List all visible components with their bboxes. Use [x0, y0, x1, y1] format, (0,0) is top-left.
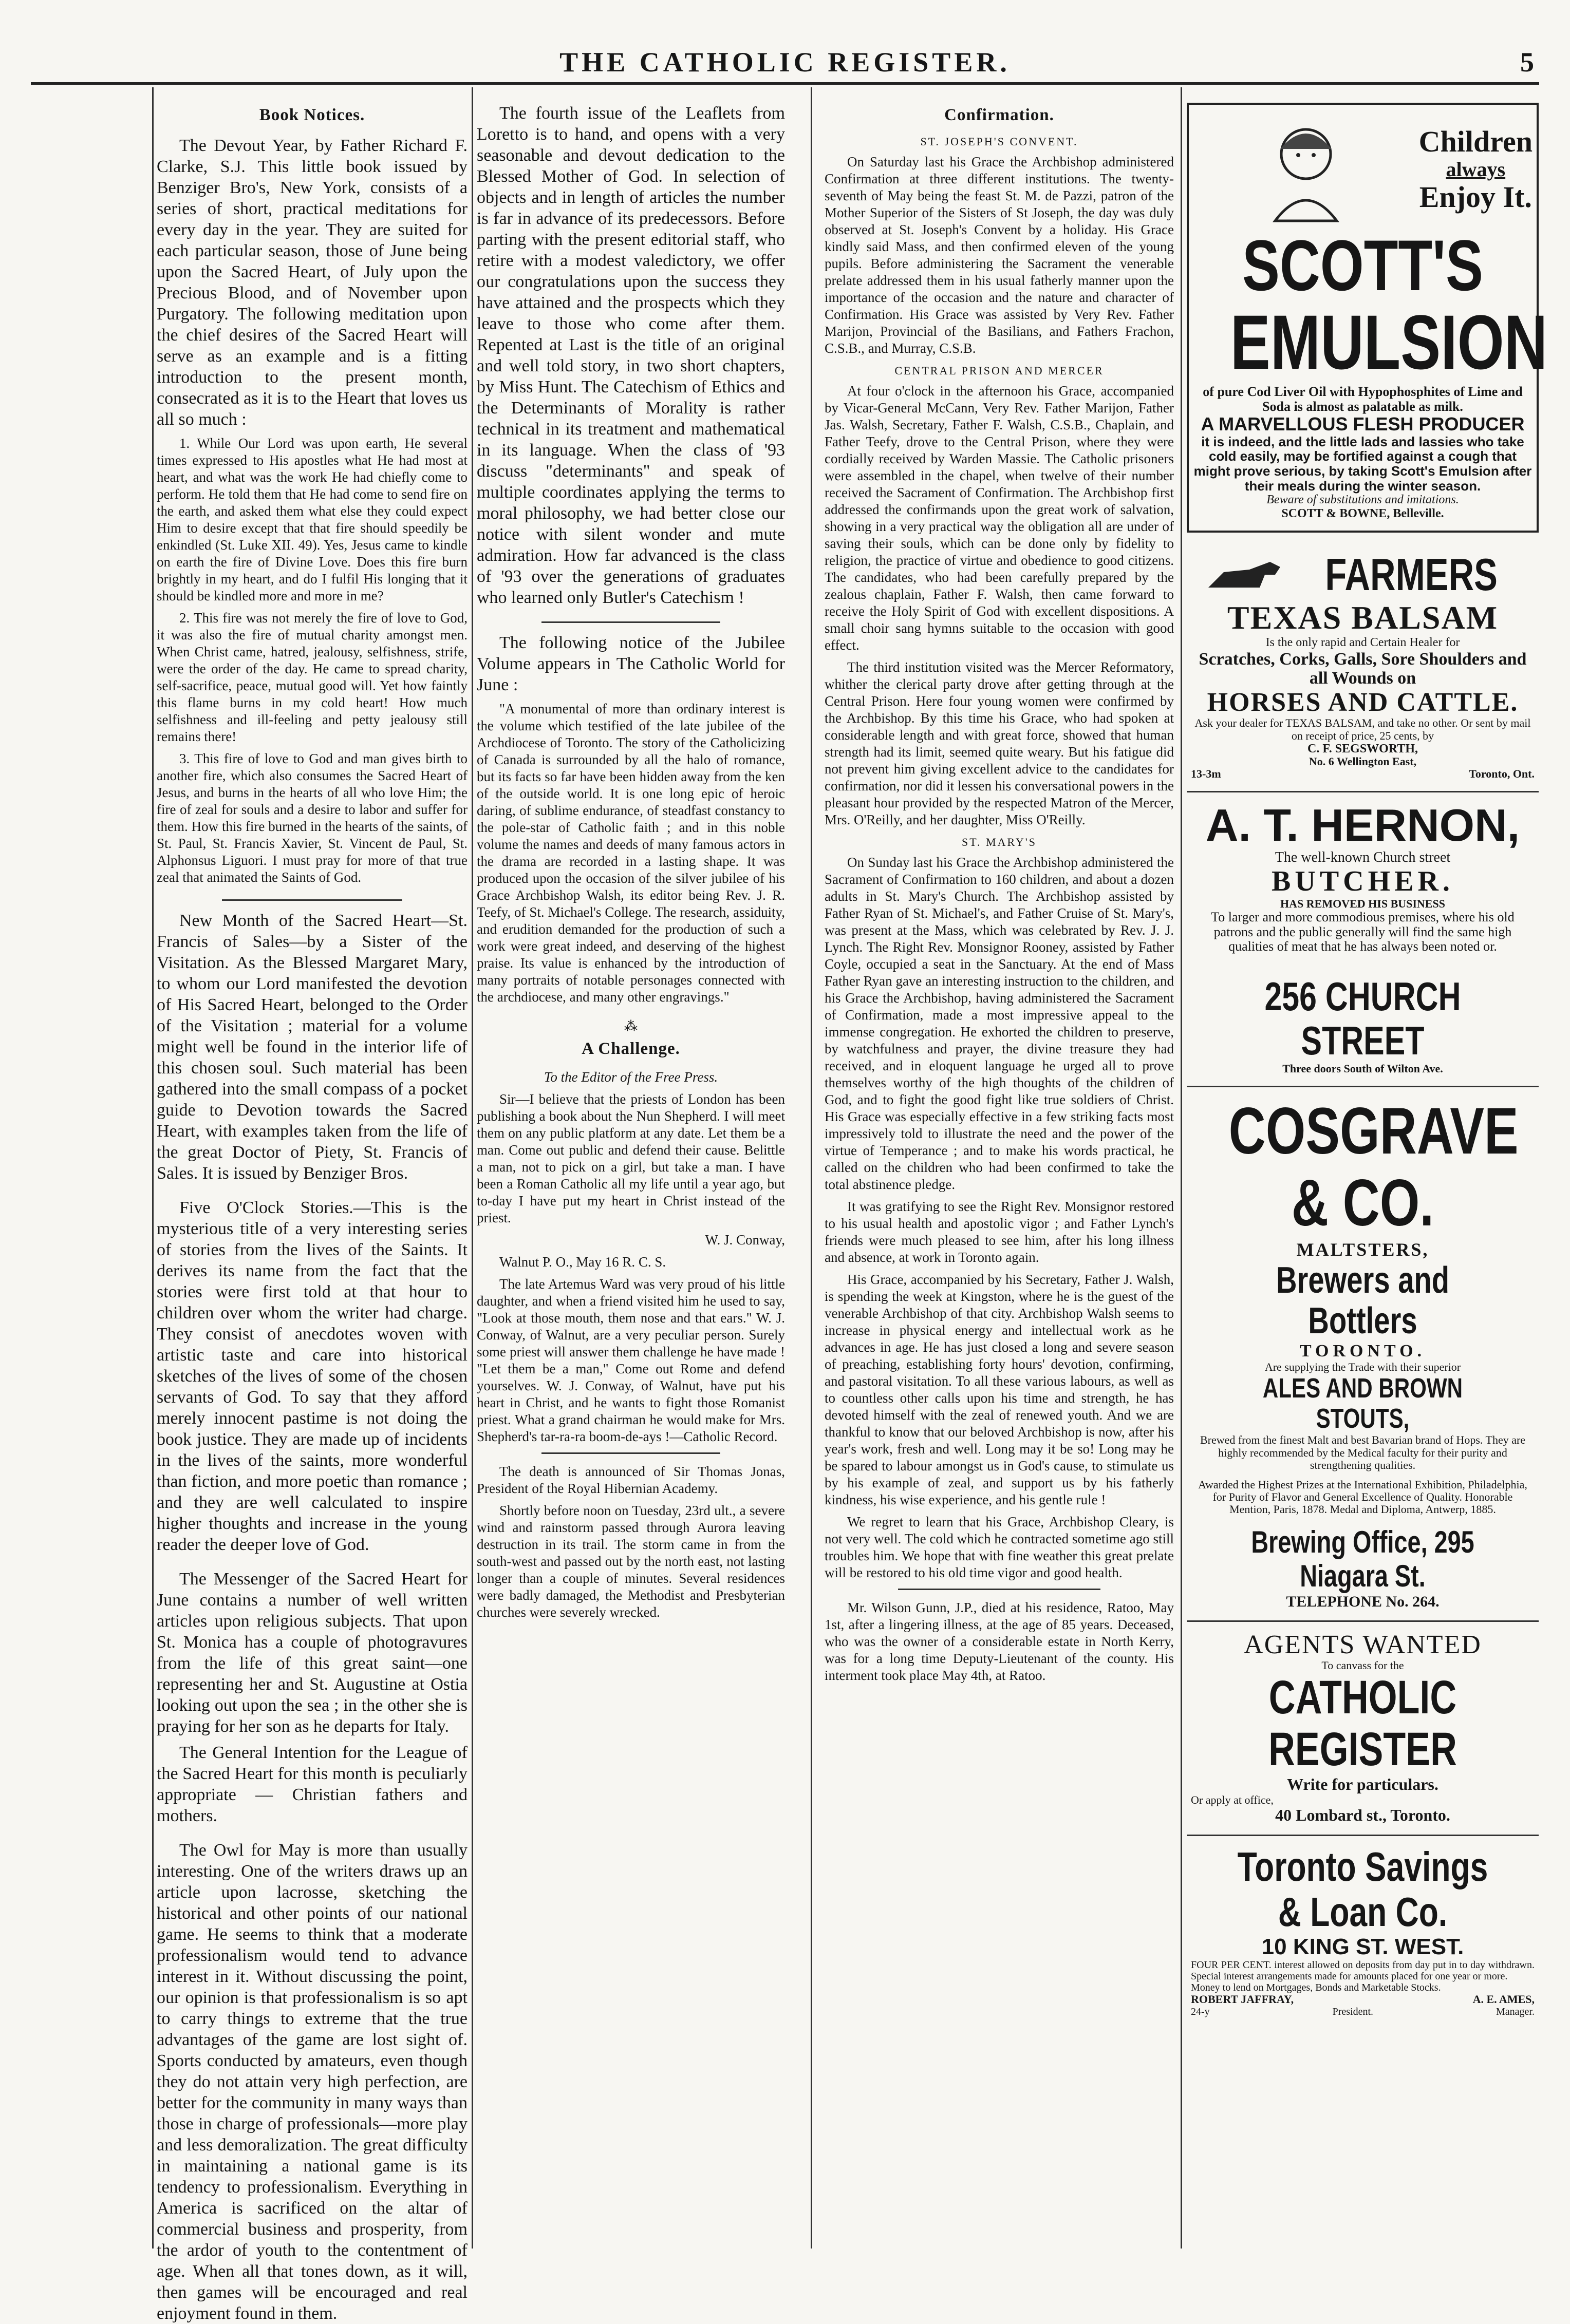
paragraph: His Grace, accompanied by his Secretary, Father J. Walsh, is spending the week at Kingston, where he is the guest of the venerable Archbishop of that city. Archbishop Walsh seems to increase in physical energy and intellectual work as he advances in age. He has just closed a long and severe season of preaching, establishing forty hours' devotion, confirming, and pastoral visitation. To all these various labours, as well as to countless other calls upon his time and strength, he has devoted himself with the zeal of renewed youth. And we are thankful to know that our beloved Archbishop is now, after his year's work, fresh and well. Long may it be so! Long may he be spared to labour amongst us in God's cause, to stimulate us by his example of zeal, and support us by his fatherly kindness, his wise experience, and his gentle rule ! [825, 1272, 1174, 1507]
ad-notice: HAS REMOVED HIS BUSINESS [1280, 897, 1445, 910]
ad-slogan: A MARVELLOUS FLESH PRODUCER [1201, 413, 1525, 435]
ad-body: Money to lend on Mortgages, Bonds and Marketable Stocks. [1191, 1982, 1441, 1994]
ad-tagline: Children [1418, 125, 1532, 159]
meditation-point: 2. This fire was not merely the fire of love to God, it was also the fire of mutual charity amongst men. When Christ came, hatred, jealousy, selfishness, strife, were the order of the day. He came to spread charity, self-sacrifice, peace, mutual good will. Yet how faintly this flame burns in my cold heart! How much selfishness and ill-feeling and petty jealousy still remains there! [157, 610, 468, 744]
column-rule [1181, 87, 1182, 2249]
divider [541, 621, 720, 623]
column-2 [477, 103, 785, 2243]
ad-city: Toronto, Ont. [1469, 767, 1535, 781]
challenge-heading: A Challenge. [582, 1040, 680, 1058]
signature-place: Walnut P. O., May 16 R. C. S. [499, 1254, 666, 1270]
product-name: ALES AND BROWN STOUTS, [1262, 1372, 1463, 1434]
newspaper-title: THE CATHOLIC REGISTER. [559, 47, 1011, 78]
ad-tagline: always [1446, 158, 1506, 181]
page-number: 5 [1520, 47, 1534, 78]
ad-text: Write for particulars. [1287, 1775, 1438, 1794]
column-3 [825, 103, 1174, 2243]
book-notices-heading: Book Notices. [259, 106, 365, 124]
short-notices [477, 1463, 785, 1621]
death-notice: The death is announced of Sir Thomas Jonas, President of the Royal Hibernian Academy. [477, 1464, 785, 1496]
divider [541, 1452, 720, 1454]
ad-role: Brewers and Bottlers [1276, 1259, 1450, 1342]
paper-name: CATHOLIC REGISTER [1268, 1671, 1457, 1776]
ad-text: Are supplying the Trade with their superior [1264, 1360, 1461, 1373]
office-address: Brewing Office, 295 Niagara St. [1251, 1524, 1474, 1593]
ad-agent: C. F. SEGSWORTH, [1307, 742, 1418, 755]
horse-icon [1203, 557, 1296, 593]
texas-balsam-ad [1187, 542, 1539, 792]
ad-description: Scratches, Corks, Galls, Sore Shoulders and all Wounds on [1199, 649, 1527, 688]
paragraph: At four o'clock in the afternoon his Grace, accompanied by Vicar-General McCann, Very Rev. Father Marijon, Father Jas. Walsh, Secretary, Father F. Walsh, C.S.B., Chaplain, and Father Teefy, drove to the Central Prison, where they were cordially received by Warden Massie. The Catholic prisoners were assembled in the chapel, when twelve of their number received the Sacrament of Confirmation. The Archbishop first addressed the confirmands upon the great work of salvation, showing in a very practical way the obligation all are under of saving their souls, which can be done only by fidelity to religion, the practice of virtue and obedience to good citizens. The candidates, who had been carefully prepared by the zealous chaplain, Father F. Walsh, then came forward to receive the Holy Spirit of God with excellent dispositions. A small choir sang hymns suitable to the occasion with good effect. [825, 383, 1174, 653]
ad-body: Ask your dealer for TEXAS BALSAM, and take no other. Or sent by mail on receipt of price, 25 cents, by [1194, 716, 1531, 742]
meditation-point: 1. While Our Lord was upon earth, He several times expressed to His apostles what He had most at heart, and what was the work He had chiefly come to perform. He told them that He had come to send fire on the earth, and asked them what else they could expect Him to desire except that that fire should speedily be enkindled (St. Luke XII. 49). Yes, Jesus came to kindle on earth the fire of Divine Love. Does this fire burn brightly in my heart, and do I fulfil His longing that it should be kindled more and more in me? [157, 436, 468, 603]
scotts-brand: SCOTT'S [1242, 225, 1483, 306]
business-name: A. T. HERNON, [1205, 799, 1520, 851]
meditation-points [157, 435, 468, 886]
paragraph: Sir—I believe that the priests of London has been publishing a book about the Nun Shepherd. I will meet them on any public platform at any date. Let them be a man. Come out public and defend their cause. Belittle a man, not to pick on a girl, but take a man. I have been a Roman Catholic all my life until a year ago, but to-day I have put my heart in Christ instead of the priest. [477, 1091, 785, 1225]
ad-role: MALTSTERS, [1296, 1239, 1429, 1260]
column-rule [811, 87, 812, 2249]
paragraph: The fourth issue of the Leaflets from Loretto is to hand, and opens with a very seasonable and devout dedication to the Blessed Mother of God. In selection of objects and in length of articles the number is far in advance of its predecessors. Before parting with the present editorial staff, who retire with a modest valedictory, we offer our congratulations upon the success they have attained and the prospects which they leave to those who come after them. Repented at Last is the title of an original and well told story, in two short chapters, by Miss Hunt. The Catechism of Ethics and the Determinants of Morality is rather technical in its treatment and mathematical in its language. When the class of '93 discuss "determinants" and speak of multiple coordinates applying the terms to moral philosophy, we had better close our notice with silent wonder and mute admiration. How far advanced is the class of '93 over the generations of graduates who learned only Butler's Catechism ! [477, 104, 785, 607]
ad-address: No. 6 Wellington East, [1309, 755, 1417, 768]
ad-code: 24-y [1191, 2006, 1210, 2017]
president-name: ROBERT JAFFRAY, [1191, 1993, 1294, 2006]
paragraph: The third institution visited was the Mercer Reformatory, whither the clerical party drove after getting through at the Central Prison. Here four young women were confirmed by the Archbishop. By this time his Grace, who had spoken at considerable length and with great force, showed that human strength had its limit, seemed quite weary. But his fatigue did not prevent him giving excellent advice to the candidates for confirmation, nor did it lessen his conversational powers in the pleasant hour provided by the respected Matron of the Mercer, Mrs. O'Reilly, and her daughter, Miss O'Reilly. [825, 659, 1174, 827]
toronto-savings-ad [1187, 1836, 1539, 2028]
ad-title: AGENTS WANTED [1244, 1630, 1482, 1659]
column-1 [157, 103, 468, 2323]
divider [222, 899, 402, 901]
paragraph: On Sunday last his Grace the Archbishop administered the Sacrament of Confirmation to 160 children, and about a dozen adults in St. Mary's Church. The Archbishop assisted by Father Ryan of St. Michael's, and Father Cruise of St. Mary's, was present at the Mass, which was celebrated by Rev. J. J. Lynch. The Right Rev. Monsignor Rooney, assisted by Father Coyle, occupied a seat in the Sanctuary. At the end of Mass Father Ryan gave an interesting instruction to the children, and his Grace the Archbishop, having administered the Sacrament of Confirmation, made a most impressive appeal to the immense congregation. He exhorted the children to preserve, by watchfulness and prayer, the divine treasure they had received, and in eloquent language he urged all to prove themselves worthy of the high thoughts of the children of God, and to fight the good fight like true soldiers of Christ. His Grace was especially effective in a few striking facts most impressively told to illustrate the need and the power of the virtue of Temperance ; and to make his words practical, he called on the children who had been confirmed to take the total abstinence pledge. [825, 855, 1174, 1192]
subheading: ST. JOSEPH'S CONVENT. [920, 135, 1078, 148]
paragraph: The Devout Year, by Father Richard F. Clarke, S.J. This little book issued by Benziger Bro's, New York, consists of a series of short, practical meditations for every day in the year. They are suited for each particular season, those of June being upon the Sacred Heart, of July upon the Precious Blood, and of November upon Purgatory. The following meditation upon the chief desires of the Sacred Heart will serve as an example and is a fitting introduction to the present month, consecrated as it is to the Heart that loves us all so much : [157, 136, 468, 429]
farmers-brand: FARMERS [1325, 549, 1498, 600]
ad-description: of pure Cod Liver Oil with Hypophosphites of Lime and Soda is almost as palatable as milk. [1203, 384, 1523, 414]
paragraph: New Month of the Sacred Heart—St. Francis of Sales—by a Sister of the Visitation. As the Blessed Margaret Mary, to whom our Lord manifested the devotion of His Sacred Heart, belonged to the Order of the Visitation ; material for a volume might well be found in the interior life of this chosen soul. Such material has been gathered into the small compass of a pocket guide to Devotion towards the Sacred Heart, with examples taken from the life of the great Doctor of Piety, St. Francis of Sales. It is issued by Benziger Bros. [157, 911, 468, 1183]
ad-awards: Awarded the Highest Prizes at the International Exhibition, Philadelphia, for Purity of Flavor and General Excellence of Quality. Honorable Mention, Paris, 1878. Medal and Diploma, Antwerp, 1885. [1198, 1478, 1527, 1516]
five-oclock-notice [157, 1197, 468, 1555]
paragraph: The Messenger of the Sacred Heart for June contains a number of well written articles upon religious subjects. That upon St. Monica has a couple of photogravures from the life of this great saint—one representing her and St. Augustine at Ostia looking out upon the sea ; in the other she is praying for her son as he departs for Italy. [157, 1570, 468, 1736]
paragraph: The following notice of the Jubilee Volume appears in The Catholic World for June : [477, 633, 785, 694]
ornament: ⁂ [624, 1019, 638, 1034]
paragraph: Five O'Clock Stories.—This is the mysterious title of a very interesting series of stories from the lives of the Saints. It derives its name from the fact that the stories were first told at that hour to children over whom the writer had charge. They consist of anecdotes woven with artistic taste and care into historical sketches of the lives of some of the chosen servants of God. To say that they afford merely innocent pastime is not doing the book justice. They are made up of incidents in the lives of the saints, more wonderful than fiction, and more poetic than romance ; and they are well calculated to inspire higher thoughts and increase in the young reader the deeper love of God. [157, 1198, 468, 1554]
ad-body: Brewed from the finest Malt and best Bavarian brand of Hops. They are highly recommended by the Medical faculty for their purity and strengthening qualities. [1200, 1433, 1526, 1471]
new-month-notice [157, 910, 468, 1184]
challenge-article [477, 1069, 785, 1445]
ad-text: Or apply at office, [1191, 1793, 1274, 1806]
confirmation-heading: Confirmation. [944, 106, 1054, 124]
ad-tagline: Enjoy It. [1419, 180, 1532, 214]
cosgrave-brewery-ad [1187, 1087, 1539, 1622]
trade-name: BUTCHER. [1272, 865, 1454, 898]
ad-body: FOUR PER CENT. interest allowed on deposits from day put in to day withdrawn. Special interest arrangements made for amounts placed for one year or more. [1191, 1959, 1535, 1982]
masthead [31, 46, 1539, 85]
ad-body: it is indeed, and the little lads and lassies who take cold easily, may be fortified against a cough that might prove serious, by taking Scott's Emulsion after their meals during the winter season. [1193, 433, 1532, 494]
ad-address: 10 KING ST. WEST. [1261, 1934, 1464, 1959]
ad-phone: TELEPHONE No. 264. [1286, 1593, 1440, 1610]
ad-animals: HORSES AND CATTLE. [1207, 688, 1519, 717]
devout-year-notice [157, 135, 468, 886]
hernon-butcher-ad [1187, 792, 1539, 1087]
president-title: President. [1332, 2006, 1374, 2017]
addressee: To the Editor of the Free Press. [544, 1069, 718, 1085]
leaflets-notice [477, 103, 785, 608]
ad-body: To larger and more commodious premises, where his old patrons and the public generally will find the same high qualities of meat that he has always been noted or. [1211, 910, 1515, 954]
paragraph: The late Artemus Ward was very proud of his little daughter, and when a friend visited him he used to say, "Look at those mouth, them nose and that ears." W. J. Conway, of Walnut, are a very peculiar person. Surely some priest will answer them challenge he have made ! "Let them be a man," Come out Rome and defend yourselves. W. J. Conway, of Walnut, have put his heart in Christ, and he wants to fight those Romanist priest. What a grand chairman he would make for Mrs. Shepherd's tar-ra-ra boom-de-ays !—Catholic Record. [477, 1276, 785, 1444]
manager-name: A. E. AMES, [1472, 1993, 1535, 2006]
advertisements-column [1187, 103, 1548, 2243]
agents-wanted-ad [1187, 1622, 1539, 1836]
storm-notice: Shortly before noon on Tuesday, 23rd ult., a severe wind and rainstorm passed through Aurora leaving destruction in its trail. The storm came in from the south-west and passed out by the north east, not lasting longer than a couple of minutes. Several residences were badly damaged, the Methodist and Presbyterian churches were severely wrecked. [477, 1503, 785, 1620]
paragraph: We regret to learn that his Grace, Archbishop Cleary, is not very well. The cold which he contracted sometime ago still troubles him. We hope that with fine weather this great prelate will be restored to his old time vigor and good health. [825, 1514, 1174, 1580]
subheading: CENTRAL PRISON AND MERCER [894, 364, 1104, 377]
ad-code: 13-3m [1191, 767, 1221, 781]
divider [898, 1589, 1100, 1590]
paragraph: The General Intention for the League of the Sacred Heart for this month is peculiarly appropriate — Christian fathers and mothers. [157, 1743, 468, 1825]
ad-warning: Beware of substitutions and imitations. [1266, 493, 1459, 507]
ad-address: 40 Lombard st., Toronto. [1275, 1805, 1450, 1824]
emulsion-brand: EMULSION [1230, 299, 1548, 385]
business-name: Toronto Savings & Loan Co. [1237, 1843, 1488, 1935]
ad-direction: Three doors South of Wilton Ave. [1282, 1062, 1443, 1075]
ad-city: TORONTO. [1299, 1342, 1426, 1361]
paragraph: It was gratifying to see the Right Rev. Monsignor restored to his usual health and apostolic vigor ; and Father Lynch's friends were much pleased to see him, after his long illness and absence, at work in Toronto again. [825, 1199, 1174, 1265]
quotation: "A monumental of more than ordinary interest is the volume which testified of the late jubilee of the Archdiocese of Toronto. The story of the Catholicizing of Canada is surrounded by all the halo of romance, but its facts so far have been hidden away from the ken of the outside world. It is one long epic of heroic daring, of sublime endurance, of steadfast constancy to the pole-star of Catholic faith ; and in this noble volume the names and deeds of many famous actors in the drama are recorded in a lasting shape. It was produced upon the occasion of the silver jubilee of his Grace Archbishop Walsh, its editor being Rev. J. R. Teefy, of St. Michael's College. The research, assiduity, and erudition demanded for the production of such a work were great indeed, and deserving of the highest praise. Its value is enhanced by the introduction of many portraits of notable personages connected with the archdiocese, and many other engravings." [477, 701, 785, 1005]
messenger-notice [157, 1569, 468, 1826]
ad-description: Is the only rapid and Certain Healer for [1265, 636, 1460, 650]
girl-illustration-icon [1255, 113, 1357, 226]
paragraph: Mr. Wilson Gunn, J.P., died at his residence, Ratoo, May 1st, after a lingering illness, at the age of 85 years. Deceased, who was the owner of a considerable estate in North Kerry, was for a long time Deputy-Lieutenant of the county. His interment took place May 4th, at Ratoo. [825, 1600, 1174, 1683]
ad-text: To canvass for the [1321, 1658, 1404, 1672]
manager-title: Manager. [1496, 2006, 1535, 2017]
paragraph: On Saturday last his Grace the Archbishop administered Confirmation at three different institutions. The twenty-seventh of May being the feast St. M. de Pazzi, patron of the Mother Superior of the Sisters of St Joseph, the day was duly observed at St. Joseph's Convent by a holiday. His Grace kindly said Mass, and then confirmed eleven of the young pupils. Before administering the Sacrament the venerable prelate addressed them in his usual fatherly manner upon the importance of the occasion and the nature and character of Confirmation. His Grace was assisted by Very Rev. Father Marijon, Provincial of the Basilians, and Fathers Frachon, C.S.B., and Murray, C.S.B. [825, 154, 1174, 356]
subheading: ST. MARY'S [961, 836, 1037, 848]
column-rule [472, 87, 473, 2249]
business-name: COSGRAVE & CO. [1228, 1094, 1519, 1240]
jubilee-notice [477, 632, 785, 1006]
product-name: TEXAS BALSAM [1227, 599, 1499, 636]
scotts-emulsion-ad [1187, 103, 1548, 533]
owl-notice [157, 1840, 468, 2324]
street-address: 256 CHURCH STREET [1264, 973, 1461, 1063]
column-rule [152, 87, 154, 2249]
signature: W. J. Conway, [705, 1232, 785, 1248]
ad-maker: SCOTT & BOWNE, Belleville. [1281, 506, 1444, 520]
meditation-point: 3. This fire of love to God and man gives birth to another fire, which also consumes the Sacred Heart of Jesus, and burns in the hearts of all who love Him; the fire of zeal for souls and a desire to labor and suffer for them. How this fire burned in the hearts of the saints, of St. Paul, St. Francis Xavier, St. Vincent de Paul, St. Alphonsus Liguori. I must pray for more of that true zeal that animated the Saints of God. [157, 751, 468, 885]
ad-tagline: The well-known Church street [1275, 849, 1451, 866]
paragraph: The Owl for May is more than usually interesting. One of the writers draws up an article upon lacrosse, sketching the historical and other points of our national game. He seems to think that a moderate professionalism would tend to advance interest in it. Without discussing the point, our opinion is that professionalism is so apt to carry things to extreme that the true advantages of the game are lost sight of. Sports conducted by amateurs, even though they do not attain very high perfection, are better for the community in many ways than those in charge of professionals—more play and less demoralization. The great difficulty in maintaining a national game is its tendency to professionalism. Everything in America is sacrificed on the altar of commercial business and prosperity, from the ardor of youth to the contentment of age. When all that tones down, as it will, then games will be encouraged and real enjoyment found in them. [157, 1841, 468, 2323]
